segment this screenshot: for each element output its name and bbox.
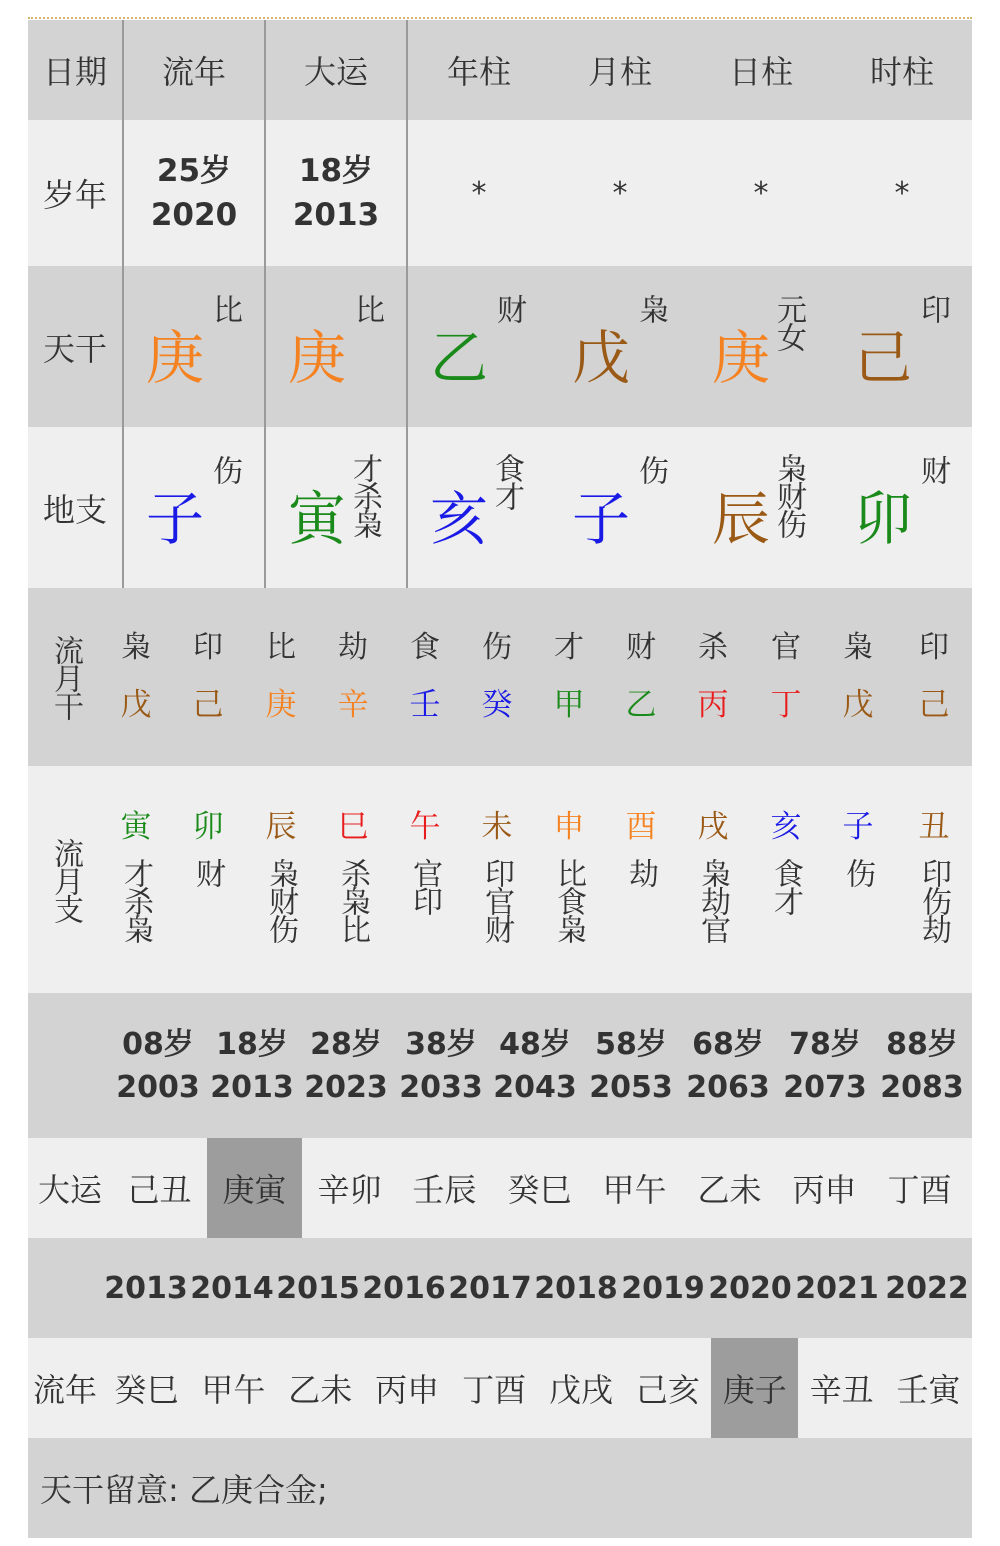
decade-year: 2043 — [493, 1069, 577, 1105]
month-branch-char: 卯 — [192, 808, 224, 845]
tiangan-god: 元女 — [771, 294, 806, 350]
month-stem-god: 食 — [410, 630, 440, 665]
age-row-label: 岁年 — [42, 176, 107, 214]
liunian-item[interactable]: 甲午 — [201, 1371, 266, 1409]
month-stems-label: 流月干 — [48, 635, 83, 719]
month-branch-char: 丑 — [918, 808, 950, 845]
decade-age: 78岁 — [789, 1027, 861, 1062]
header-month-pillar: 月柱 — [587, 53, 652, 91]
dizhi-char: 卯 — [854, 484, 913, 553]
month-stem-god: 才 — [554, 630, 584, 665]
dizhi-cell — [266, 427, 406, 588]
dizhi-cell — [832, 427, 972, 588]
dizhi-char: 亥 — [430, 484, 489, 553]
month-branches-label: 流月支 — [48, 838, 83, 922]
tiangan-god: 财 — [491, 294, 526, 322]
liunian-item[interactable]: 辛丑 — [809, 1371, 874, 1409]
month-branch-god: 劫 — [623, 858, 658, 886]
month-stem-char: 辛 — [337, 686, 369, 723]
dayun-item[interactable]: 丙申 — [792, 1171, 857, 1209]
liunian-age-cell — [124, 120, 264, 266]
month-branch-char: 亥 — [770, 808, 802, 845]
decade-year: 2053 — [589, 1069, 673, 1105]
dayun-age-cell — [266, 120, 406, 266]
month-branch-god: 伤 — [840, 858, 875, 886]
dizhi-cell — [124, 427, 264, 588]
liunian-year: 2020 — [150, 197, 238, 233]
header-day-pillar: 日柱 — [728, 53, 793, 91]
year-cell: 2017 — [448, 1270, 532, 1306]
month-stem-char: 乙 — [625, 686, 657, 723]
decade-year: 2083 — [880, 1069, 964, 1105]
month-stem-god: 财 — [626, 630, 656, 665]
dizhi-char: 子 — [146, 484, 205, 553]
month-stem-char: 癸 — [481, 686, 513, 723]
dayun-item[interactable]: 壬辰 — [412, 1171, 477, 1209]
year-cell: 2016 — [362, 1270, 446, 1306]
month-stems-row — [28, 588, 972, 766]
dizhi-god: 伤 — [633, 455, 668, 483]
decade-year: 2003 — [116, 1069, 200, 1105]
month-stem-god: 印 — [919, 630, 949, 665]
month-branch-god: 印伤劫 — [916, 858, 951, 942]
header-hour-pillar: 时柱 — [869, 53, 934, 91]
month-branch-god: 印官财 — [479, 858, 514, 942]
month-stem-god: 劫 — [338, 630, 368, 665]
month-branch-god: 枭劫官 — [695, 858, 730, 942]
dayun-item[interactable]: 丁酉 — [887, 1171, 952, 1209]
dizhi-god: 财 — [915, 455, 950, 483]
tiangan-god: 枭 — [633, 294, 668, 322]
decade-year: 2023 — [304, 1069, 388, 1105]
dizhi-cell — [690, 427, 832, 588]
dayun-item[interactable]: 己丑 — [127, 1171, 192, 1209]
year-cell: 2014 — [190, 1270, 274, 1306]
year-cell: 2020 — [708, 1270, 792, 1306]
dizhi-god: 才杀枭 — [347, 453, 382, 537]
dizhi-god: 枭财伤 — [771, 453, 806, 537]
decade-year: 2063 — [686, 1069, 770, 1105]
hour-pillar-age: * — [894, 175, 910, 211]
month-branch-char: 戌 — [697, 808, 729, 845]
tiangan-cell — [266, 266, 406, 427]
year-cell: 2018 — [534, 1270, 618, 1306]
month-branch-char: 午 — [409, 808, 441, 845]
dayun-item[interactable]: 甲午 — [602, 1171, 667, 1209]
month-stem-char: 壬 — [409, 686, 441, 723]
month-stem-char: 戊 — [842, 686, 874, 723]
dizhi-cell — [408, 427, 550, 588]
dizhi-cell — [550, 427, 690, 588]
dayun-age: 18岁 — [298, 153, 374, 189]
month-branch-god: 枭财伤 — [263, 858, 298, 942]
dizhi-char: 辰 — [712, 484, 771, 553]
decade-age: 58岁 — [595, 1027, 667, 1062]
month-stem-god: 比 — [266, 630, 296, 665]
dayun-item[interactable]: 乙未 — [697, 1171, 762, 1209]
decade-age: 48岁 — [499, 1027, 571, 1062]
month-stem-char: 庚 — [265, 686, 297, 723]
dayun-year: 2013 — [292, 197, 380, 233]
year-cell: 2019 — [621, 1270, 705, 1306]
liunian-item[interactable]: 戊戌 — [548, 1371, 613, 1409]
month-pillar-age: * — [612, 175, 628, 211]
month-stem-god: 官 — [771, 630, 801, 665]
tiangan-label: 天干 — [42, 329, 107, 368]
liunian-item[interactable]: 己亥 — [635, 1371, 700, 1409]
decade-age: 08岁 — [122, 1027, 194, 1062]
decade-age: 88岁 — [886, 1027, 958, 1062]
month-stem-god: 枭 — [121, 630, 151, 665]
month-branch-char: 寅 — [120, 808, 152, 845]
month-stem-god: 杀 — [698, 630, 728, 665]
tiangan-char: 庚 — [712, 323, 771, 392]
liunian-item[interactable]: 丙申 — [375, 1371, 440, 1409]
tiangan-char: 己 — [854, 323, 913, 392]
tiangan-char: 庚 — [146, 323, 205, 392]
month-branch-char: 未 — [481, 808, 513, 845]
decade-year: 2033 — [399, 1069, 483, 1105]
decade-year: 2013 — [210, 1069, 294, 1105]
dayun-label: 大运 — [37, 1171, 102, 1209]
year-cell: 2013 — [104, 1270, 188, 1306]
month-branch-god: 食才 — [768, 858, 803, 914]
month-stem-char: 甲 — [553, 686, 585, 723]
tiangan-cell — [408, 266, 550, 427]
dayun-item-selected[interactable]: 庚寅 — [207, 1138, 302, 1238]
dizhi-label: 地支 — [42, 490, 107, 529]
month-branch-char: 酉 — [625, 808, 657, 845]
dizhi-god: 食才 — [489, 453, 524, 509]
month-branch-god: 财 — [190, 858, 225, 886]
month-stem-char: 丙 — [697, 686, 729, 723]
liunian-item[interactable]: 壬寅 — [896, 1371, 961, 1409]
header-dayun: 大运 — [303, 53, 368, 91]
tiangan-char: 乙 — [430, 323, 489, 392]
liunian-item-selected[interactable]: 庚子 — [711, 1338, 798, 1438]
liunian-item[interactable]: 丁酉 — [462, 1371, 527, 1409]
dizhi-char: 子 — [572, 484, 631, 553]
month-stem-char: 己 — [192, 686, 224, 723]
header-date: 日期 — [42, 53, 107, 91]
top-dotted-border — [28, 17, 972, 19]
month-stem-god: 枭 — [843, 630, 873, 665]
tiangan-char: 庚 — [288, 323, 347, 392]
decade-year: 2073 — [783, 1069, 867, 1105]
liunian-age: 25岁 — [156, 153, 232, 189]
dayun-item[interactable]: 癸巳 — [507, 1171, 572, 1209]
month-branch-god: 比食枭 — [551, 858, 586, 942]
tiangan-char: 戊 — [572, 323, 631, 392]
dayun-item[interactable]: 辛卯 — [317, 1171, 382, 1209]
month-stem-god: 伤 — [482, 630, 512, 665]
year-cell: 2021 — [795, 1270, 879, 1306]
header-year-pillar: 年柱 — [446, 53, 511, 91]
day-pillar-age: * — [753, 175, 769, 211]
stem-combination-note: 天干留意: 乙庚合金; — [40, 1471, 328, 1509]
month-branch-char: 申 — [553, 808, 585, 845]
decade-age: 38岁 — [405, 1027, 477, 1062]
tiangan-cell — [124, 266, 264, 427]
year-pillar-age: * — [471, 175, 487, 211]
month-branch-char: 辰 — [265, 808, 297, 845]
month-stem-char: 己 — [918, 686, 950, 723]
decade-age: 18岁 — [216, 1027, 288, 1062]
liunian-item[interactable]: 癸巳 — [114, 1371, 179, 1409]
tiangan-cell — [690, 266, 832, 427]
month-branch-god: 才杀枭 — [118, 858, 153, 942]
tiangan-god: 印 — [915, 294, 950, 322]
year-cell: 2022 — [885, 1270, 969, 1306]
year-cell: 2015 — [276, 1270, 360, 1306]
dizhi-char: 寅 — [288, 484, 347, 553]
decade-age: 68岁 — [692, 1027, 764, 1062]
month-branch-char: 子 — [842, 808, 874, 845]
decade-age: 28岁 — [310, 1027, 382, 1062]
tiangan-god: 比 — [207, 294, 242, 322]
month-stem-god: 印 — [193, 630, 223, 665]
tiangan-cell — [832, 266, 972, 427]
month-stem-char: 丁 — [770, 686, 802, 723]
dizhi-god: 伤 — [207, 455, 242, 483]
liunian-item[interactable]: 乙未 — [288, 1371, 353, 1409]
month-branch-char: 巳 — [337, 808, 369, 845]
month-branch-god: 官印 — [407, 858, 442, 914]
tiangan-cell — [550, 266, 690, 427]
liunian-label: 流年 — [32, 1371, 97, 1409]
header-liunian: 流年 — [161, 53, 226, 91]
tiangan-god: 比 — [349, 294, 384, 322]
month-branch-god: 杀枭比 — [335, 858, 370, 942]
month-stem-char: 戊 — [120, 686, 152, 723]
